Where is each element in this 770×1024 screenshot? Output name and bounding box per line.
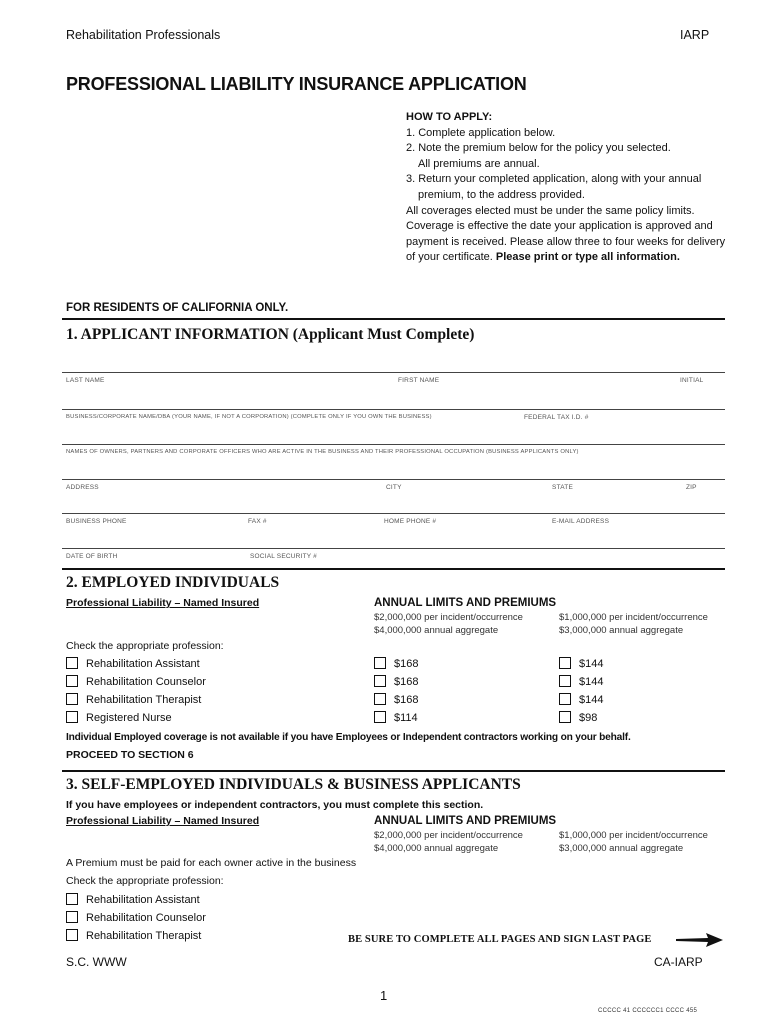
- profession-checkbox[interactable]: [66, 657, 78, 669]
- how-to-step-3-cont: premium, to the address provided.: [418, 188, 585, 201]
- section2-check-prompt: Check the appropriate profession:: [66, 640, 224, 652]
- form-barcode-text: CCCCC 41 CCCCCC1 CCCC 455: [598, 1008, 698, 1014]
- section3-limit-option-b: [559, 829, 708, 855]
- section2-proceed: PROCEED TO SECTION 6: [66, 749, 194, 761]
- profession-row[interactable]: [66, 657, 200, 670]
- profession-label: Rehabilitation Counselor: [86, 912, 206, 924]
- page-number: 1: [380, 988, 388, 1003]
- section3-title: 3. SELF-EMPLOYED INDIVIDUALS & BUSINESS APPLICANTS: [66, 776, 521, 793]
- premium-checkbox[interactable]: [374, 675, 386, 687]
- profession-row[interactable]: [66, 929, 201, 942]
- premium-checkbox[interactable]: [559, 675, 571, 687]
- last-name-label: LAST NAME: [66, 377, 105, 384]
- section2-limit-option-b: [559, 611, 708, 637]
- profession-row[interactable]: [66, 711, 172, 724]
- owners-label: NAMES OF OWNERS, PARTNERS AND CORPORATE OFFICERS WHO ARE ACTIVE IN THE BUSINESS AND THEIR PROFESSIONAL OCCUPATION (BUSINESS APPLICANTS ONLY): [66, 449, 579, 455]
- address-label: ADDRESS: [66, 484, 99, 491]
- section2-availability-note: Individual Employed coverage is not available if you have Employees or Independent contractors working on your behalf.: [66, 732, 631, 743]
- premium-option-b[interactable]: [559, 675, 603, 688]
- residents-notice: FOR RESIDENTS OF CALIFORNIA ONLY.: [66, 302, 289, 314]
- limit-a-occurrence: $2,000,000 per incident/occurrence: [374, 612, 523, 623]
- premium-price: $144: [579, 676, 604, 688]
- premium-option-b[interactable]: [559, 657, 603, 670]
- dob-label: DATE OF BIRTH: [66, 553, 118, 560]
- footer-left-code: S.C. WWW: [66, 955, 127, 969]
- premium-price: $114: [394, 712, 418, 724]
- premium-price: $168: [394, 658, 419, 670]
- section-divider: [62, 770, 725, 772]
- section-divider: [62, 568, 725, 570]
- name-field-line[interactable]: [62, 372, 725, 373]
- fax-label: FAX #: [248, 518, 267, 525]
- premium-checkbox[interactable]: [559, 693, 571, 705]
- profession-label: Rehabilitation Therapist: [86, 930, 202, 942]
- profession-label: Rehabilitation Assistant: [86, 658, 200, 670]
- email-label: E-MAIL ADDRESS: [552, 518, 610, 525]
- limit-a-aggregate: $4,000,000 annual aggregate: [374, 625, 499, 636]
- premium-price: $98: [579, 712, 598, 724]
- premium-checkbox[interactable]: [559, 711, 571, 723]
- profession-checkbox[interactable]: [66, 693, 78, 705]
- dob-field-line[interactable]: [62, 548, 725, 549]
- how-to-step-2: 2. Note the premium below for the policy you selected.: [406, 142, 671, 155]
- limit-a-aggregate: $4,000,000 annual aggregate: [374, 843, 499, 854]
- premium-option-a[interactable]: [374, 675, 418, 688]
- limit-b-aggregate: $3,000,000 annual aggregate: [559, 843, 684, 854]
- city-label: CITY: [386, 484, 402, 491]
- profession-label: Rehabilitation Counselor: [86, 676, 206, 688]
- premium-option-b[interactable]: [559, 693, 603, 706]
- premium-price: $168: [394, 676, 419, 688]
- profession-checkbox[interactable]: [66, 711, 78, 723]
- how-to-note-4-text: of your certificate.: [406, 251, 493, 264]
- footer-right-code: CA-IARP: [654, 955, 703, 969]
- business-phone-label: BUSINESS PHONE: [66, 518, 127, 525]
- how-to-note-1: All coverages elected must be under the same policy limits.: [406, 204, 695, 217]
- profession-checkbox[interactable]: [66, 675, 78, 687]
- business-field-line[interactable]: [62, 409, 725, 410]
- profession-row[interactable]: [66, 911, 206, 924]
- how-to-note-2: Coverage is effective the date your application is approved and: [406, 220, 713, 233]
- premium-checkbox[interactable]: [374, 711, 386, 723]
- section3-subheading: Professional Liability – Named Insured: [66, 815, 260, 827]
- limit-b-aggregate: $3,000,000 annual aggregate: [559, 625, 684, 636]
- print-instruction: Please print or type all information.: [495, 251, 680, 264]
- profession-checkbox[interactable]: [66, 911, 78, 923]
- premium-checkbox[interactable]: [374, 657, 386, 669]
- ssn-label: SOCIAL SECURITY #: [250, 553, 317, 560]
- phone-field-line[interactable]: [62, 513, 725, 514]
- premium-price: $168: [394, 694, 419, 706]
- premium-checkbox[interactable]: [559, 657, 571, 669]
- business-name-label: BUSINESS/CORPORATE NAME/DBA (YOUR NAME, IF NOT A CORPORATION) (COMPLETE ONLY IF YOU OWN THE BUSINESS): [66, 414, 432, 420]
- profession-label: Rehabilitation Therapist: [86, 694, 202, 706]
- first-name-label: FIRST NAME: [398, 377, 440, 384]
- how-to-apply-box: [406, 110, 726, 266]
- how-to-step-3: 3. Return your completed application, along with your annual: [406, 173, 702, 186]
- profession-row[interactable]: [66, 675, 206, 688]
- complete-all-pages-notice: BE SURE TO COMPLETE ALL PAGES AND SIGN LAST PAGE: [348, 934, 652, 945]
- right-arrow-icon: [676, 933, 724, 947]
- federal-tax-id-label: FEDERAL TAX I.D. #: [524, 414, 589, 421]
- home-phone-label: HOME PHONE #: [384, 518, 437, 525]
- page-title: PROFESSIONAL LIABILITY INSURANCE APPLICATION: [66, 74, 527, 94]
- limit-b-occurrence: $1,000,000 per incident/occurrence: [559, 612, 708, 623]
- how-to-apply-heading: HOW TO APPLY:: [406, 111, 493, 123]
- profession-checkbox[interactable]: [66, 893, 78, 905]
- profession-label: Rehabilitation Assistant: [86, 894, 200, 906]
- section2-limits-heading: ANNUAL LIMITS AND PREMIUMS: [374, 597, 557, 609]
- premium-price: $144: [579, 658, 604, 670]
- profession-label: Registered Nurse: [86, 712, 172, 724]
- initial-label: INITIAL: [680, 377, 704, 384]
- state-label: STATE: [552, 484, 573, 491]
- section3-check-prompt: Check the appropriate profession:: [66, 875, 224, 887]
- section1-title: 1. APPLICANT INFORMATION (Applicant Must Complete): [66, 326, 475, 343]
- how-to-step-2-cont: All premiums are annual.: [418, 157, 540, 170]
- section2-title: 2. EMPLOYED INDIVIDUALS: [66, 574, 280, 591]
- premium-option-a[interactable]: [374, 693, 418, 706]
- premium-option-a[interactable]: [374, 657, 418, 670]
- section2-limit-option-a: [374, 611, 523, 637]
- section3-limits-heading: ANNUAL LIMITS AND PREMIUMS: [374, 815, 557, 827]
- profession-checkbox[interactable]: [66, 929, 78, 941]
- profession-row[interactable]: [66, 693, 201, 706]
- section3-limit-option-a: [374, 829, 523, 855]
- section2-subheading: Professional Liability – Named Insured: [66, 597, 260, 609]
- limit-a-occurrence: $2,000,000 per incident/occurrence: [374, 830, 523, 841]
- how-to-note-3: payment is received. Please allow three to four weeks for delivery: [406, 235, 726, 248]
- owners-field-line[interactable]: [62, 444, 725, 445]
- header-organization: Rehabilitation Professionals: [66, 28, 221, 42]
- section3-premium-note: A Premium must be paid for each owner active in the business: [66, 857, 357, 869]
- zip-label: ZIP: [686, 484, 697, 491]
- section-divider: [62, 318, 725, 320]
- section3-instruction: If you have employees or independent contractors, you must complete this section.: [66, 799, 484, 811]
- premium-checkbox[interactable]: [374, 693, 386, 705]
- header-acronym: IARP: [680, 28, 710, 42]
- how-to-step-1: 1. Complete application below.: [406, 126, 556, 139]
- limit-b-occurrence: $1,000,000 per incident/occurrence: [559, 830, 708, 841]
- premium-option-b[interactable]: [559, 711, 597, 724]
- how-to-note-4: [406, 250, 726, 266]
- premium-price: $144: [579, 694, 604, 706]
- profession-row[interactable]: [66, 893, 200, 906]
- premium-option-a[interactable]: [374, 711, 418, 724]
- address-field-line[interactable]: [62, 479, 725, 480]
